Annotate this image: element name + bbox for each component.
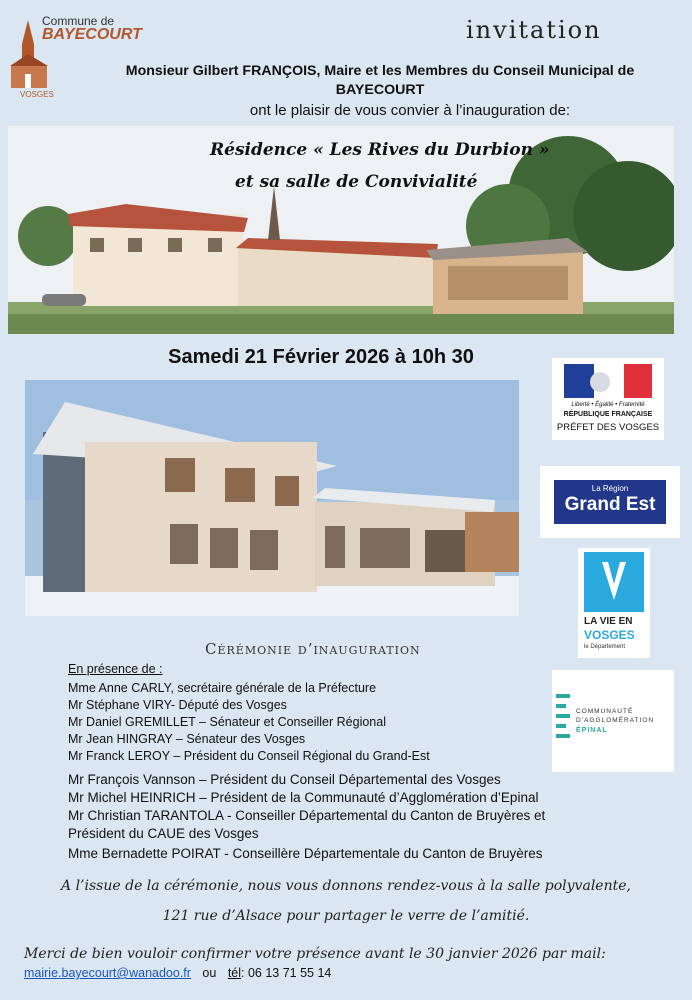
agglo-bars-icon — [556, 694, 572, 754]
guest-line: Mme Anne CARLY, secrétaire générale de la Préfecture — [68, 681, 377, 695]
agglo-line3: ÉPINAL — [576, 727, 608, 734]
region-badge — [554, 480, 666, 524]
guest-line: Mr Michel HEINRICH – Président de la Communauté d’Agglomération d’Epinal — [68, 790, 539, 805]
hosts-subline: ont le plaisir de vous convier à l’inauguration de: — [249, 102, 571, 119]
logo-big-text: BAYECOURT — [42, 26, 142, 43]
ceremony-title: Cérémonie d’inauguration — [205, 640, 421, 658]
prefet-republique: RÉPUBLIQUE FRANÇAISE — [563, 411, 653, 418]
hero-title-line1: Résidence « Les Rives du Durbion » — [210, 140, 550, 160]
rsvp-text: Merci de bien vouloir confirmer votre présence avant le 30 janvier 2026 par mail: — [24, 946, 606, 962]
guest-line: Mr Christian TARANTOLA - Conseiller Départemental du Canton de Bruyères et — [68, 808, 546, 823]
region-big-text: Grand Est — [564, 494, 656, 515]
region-grand-est-logo — [540, 466, 680, 538]
agglo-line2: D’AGGLOMÉRATION — [576, 717, 655, 724]
tel-number: : 06 13 71 55 14 — [241, 966, 332, 980]
prefet-vosges-logo — [552, 358, 664, 440]
hero-title-line2: et sa salle de Convivialité — [235, 172, 478, 192]
guest-line: Président du CAUE des Vosges — [68, 826, 259, 841]
invitation-title: invitation — [466, 16, 602, 44]
vosges-v-icon — [584, 552, 644, 612]
guest-line: Mr François Vannson – Président du Conseil Départemental des Vosges — [68, 772, 501, 787]
vosges-line2: VOSGES — [584, 628, 635, 642]
vosges-line1: LA VIE EN — [584, 616, 633, 627]
agglo-line1: COMMUNAUTÉ — [576, 708, 634, 715]
contact-line — [24, 966, 331, 980]
event-date: Samedi 21 Février 2026 à 10h 30 — [168, 346, 474, 368]
building-photo — [25, 380, 519, 616]
tel-label: tél — [227, 966, 242, 980]
presence-label: En présence de : — [68, 662, 163, 676]
prefet-name: PRÉFET DES VOSGES — [556, 422, 660, 433]
guest-line: Mr Daniel GREMILLET – Sénateur et Conseiller Régional — [68, 715, 386, 729]
logo-dept-text: VOSGES — [20, 90, 54, 99]
vosges-departement-logo — [578, 548, 650, 658]
vosges-line3: le Département — [584, 644, 626, 650]
guest-line: Mr Jean HINGRAY – Sénateur des Vosges — [68, 732, 306, 746]
closing-line1: A l’issue de la cérémonie, nous vous donnons rendez-vous à la salle polyvalente, — [61, 878, 631, 894]
guest-line: Mr Stéphane VIRY- Député des Vosges — [68, 698, 287, 712]
logo-small-text: Commune de — [42, 14, 115, 28]
closing-line2: 121 rue d’Alsace pour partager le verre de l’amitié. — [162, 908, 530, 924]
guest-line: Mr Franck LEROY – Président du Conseil Régional du Grand-Est — [68, 749, 430, 763]
marianne-flag-icon — [552, 362, 664, 402]
email-link[interactable]: mairie.bayecourt@wanadoo.fr — [24, 966, 191, 980]
prefet-motto: Liberté • Égalité • Fraternité — [571, 402, 645, 408]
or-text: ou — [202, 966, 217, 980]
guest-line: Mme Bernadette POIRAT - Conseillère Départementale du Canton de Bruyères — [68, 846, 543, 861]
hosts-line: Monsieur Gilbert FRANÇOIS, Maire et les Membres du Conseil Municipal de BAYECOURT — [125, 63, 635, 98]
agglo-epinal-logo — [552, 670, 674, 772]
region-small-text: La Région — [591, 484, 629, 493]
